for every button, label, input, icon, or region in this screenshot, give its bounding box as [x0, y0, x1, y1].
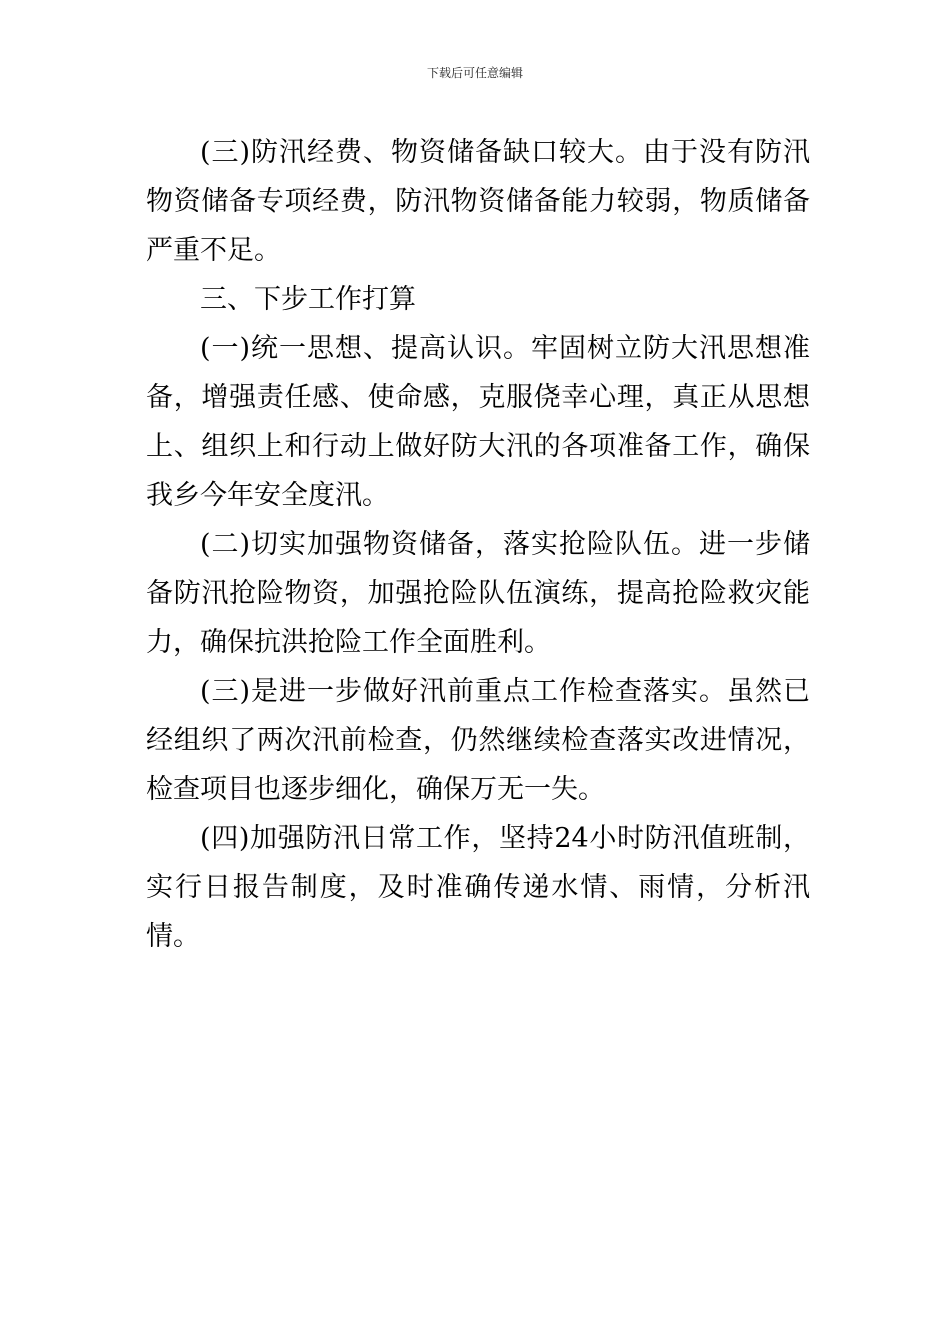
section-heading-next-steps: 三、下步工作打算: [200, 284, 416, 315]
paragraph-pre-flood-inspection: (三)是进一步做好汛前重点工作检查落实。虽然已经组织了两次汛前检查，仍然继续检查落实改进情况，检查项目也逐步细化，确保万无一失。: [146, 676, 810, 805]
paragraph-unify-thinking: (一)统一思想、提高认识。牢固树立防大汛思想准备，增强责任感、使命感，克服侥幸心理，真正从思想上、组织上和行动上做好防大汛的各项准备工作，确保我乡今年安全度汛。: [146, 333, 810, 511]
document-body: [146, 128, 810, 961]
paragraph-daily-work: (四)加强防汛日常工作，坚持24小时防汛值班制，实行日报告制度，及时准确传递水情、雨情，分析汛情。: [146, 823, 810, 952]
header-note: 下载后可任意编辑: [426, 66, 523, 80]
paragraph-material-reserves: (二)切实加强物资储备，落实抢险队伍。进一步储备防汛抢险物资，加强抢险队伍演练，提高抢险救灾能力，确保抗洪抢险工作全面胜利。: [146, 529, 810, 658]
paragraph-funding-shortage: (三)防汛经费、物资储备缺口较大。由于没有防汛物资储备专项经费，防汛物资储备能力较弱，物质储备严重不足。: [146, 137, 810, 266]
